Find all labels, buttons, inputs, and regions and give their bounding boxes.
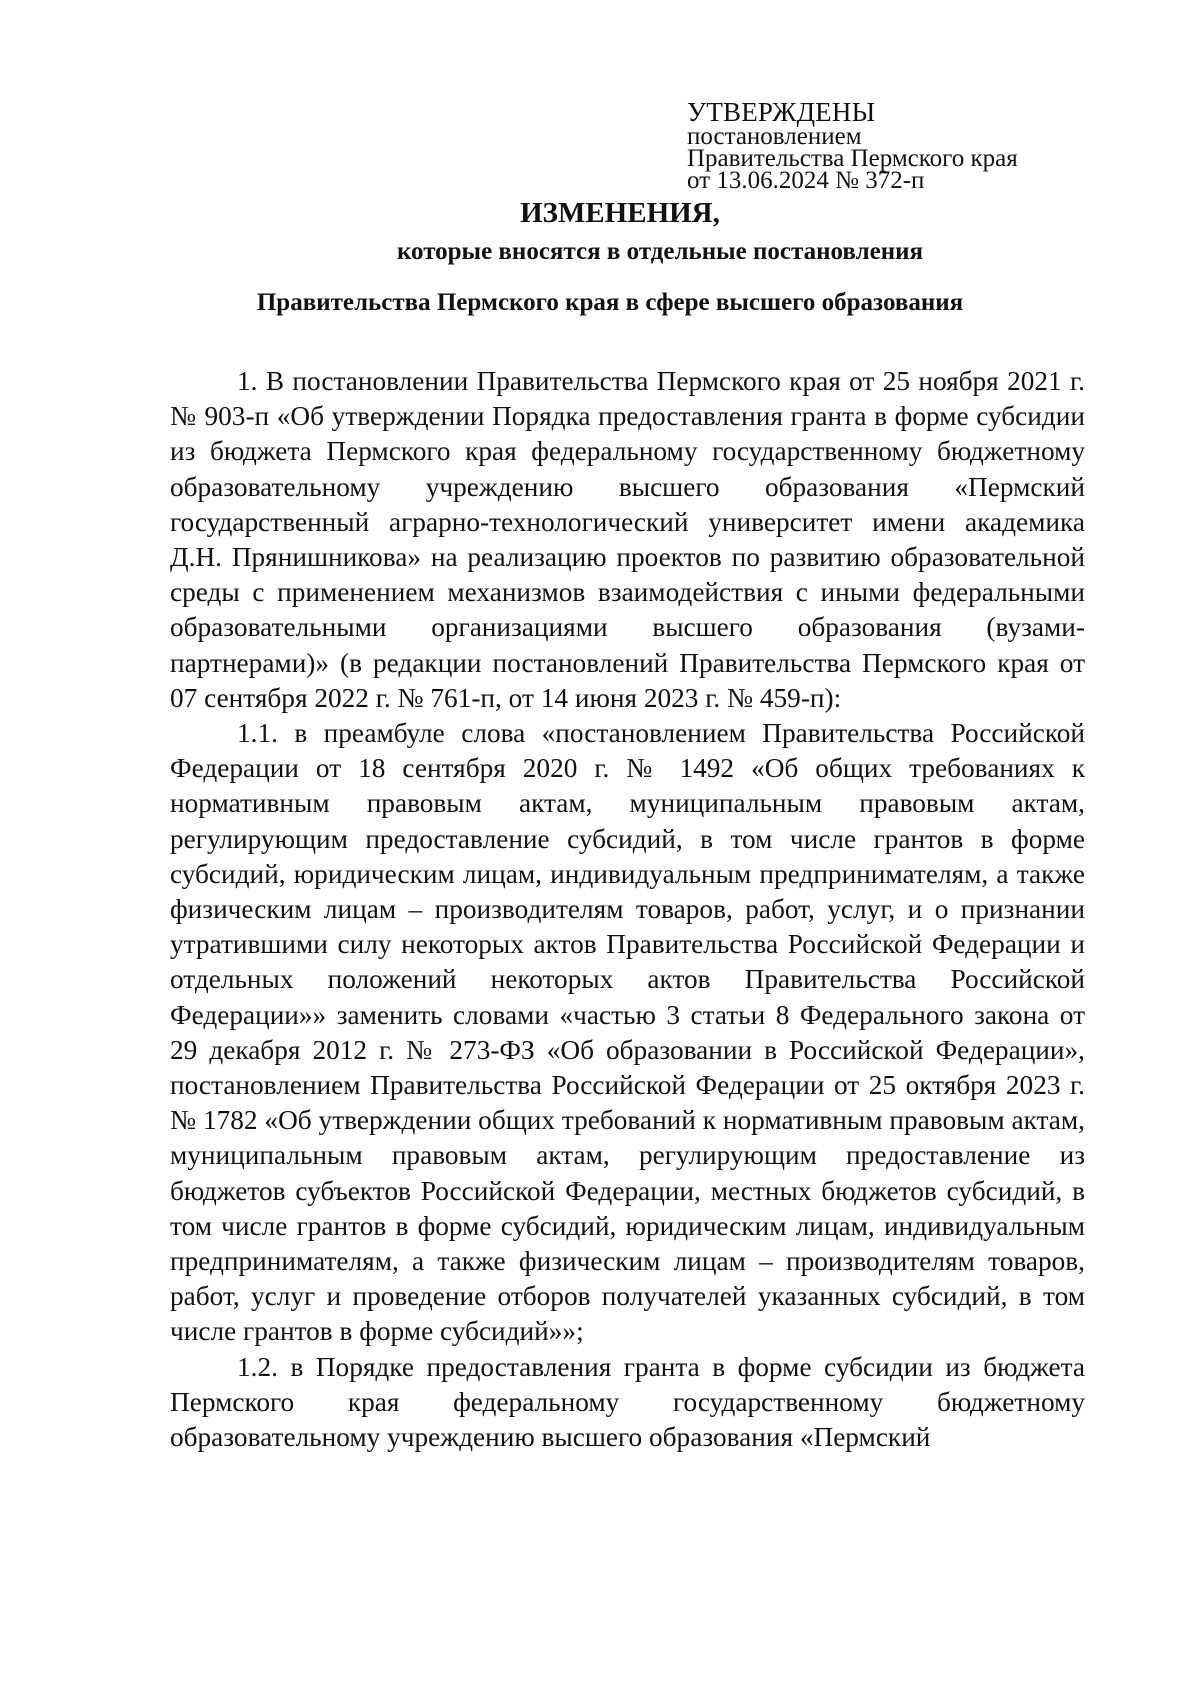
- paragraph-1-1: 1.1. в преамбуле слова «постановлением Правительства Российской Федерации от 18 сентября 2020 г. № 1492 «Об общих требованиях к нормативным правовым актам, муниципальным правовым актам, регулирующим предоставление субсидий, в том числе грантов в форме субсидий, юридическим лицам, индивидуальным предпринимателям, а также физическим лицам – производителям товаров, работ, услуг, и о признании утратившими силу некоторых актов Правительства Российской Федерации и отдельных положений некоторых актов Правительства Российской Федерации»» заменить словами «частью 3 статьи 8 Федерального закона от 29 декабря 2012 г. № 273-ФЗ «Об образовании в Российской Федерации», постановлением Правительства Российской Федерации от 25 октября 2023 г. № 1782 «Об утверждении общих требований к нормативным правовым актам, муниципальным правовым актам, регулирующим предоставление из бюджетов субъектов Российской Федерации, местных бюджетов субсидий, в том числе грантов в форме субсидий, юридическим лицам, индивидуальным предпринимателям, а также физическим лицам – производителям товаров, работ, услуг и проведение отборов получателей указанных субсидий, в том числе грантов в форме субсидий»»;: [170, 718, 1085, 1347]
- approval-line-3: от 13.06.2024 № 372-п: [687, 167, 925, 194]
- document-subtitle-line-1: которые вносятся в отдельные постановления: [396, 238, 924, 265]
- document-title: ИЗМЕНЕНИЯ,: [520, 197, 720, 229]
- approval-title: УТВЕРЖДЕНЫ: [687, 97, 876, 127]
- paragraph-1: 1. В постановлении Правительства Пермского края от 25 ноября 2021 г. № 903-п «Об утверждении Порядка предоставления гранта в форме субсидии из бюджета Пермского края федеральному государственному бюджетному образовательному учреждению высшего образования «Пермский государственный аграрно-технологический университет имени академика Д.Н. Прянишникова» на реализацию проектов по развитию образовательной среды с применением механизмов взаимодействия с иными федеральными образовательными организациями высшего образования (вузами-партнерами)» (в редакции постановлений Правительства Пермского края от 07 сентября 2022 г. № 761-п, от 14 июня 2023 г. № 459-п):: [170, 366, 1085, 713]
- paragraph-1-2: 1.2. в Порядке предоставления гранта в форме субсидии из бюджета Пермского края федеральному государственному бюджетному образовательному учреждению высшего образования «Пермский: [170, 1351, 1085, 1453]
- document-body: [170, 364, 1085, 1455]
- approval-stamp: [687, 98, 1107, 192]
- approval-line-1: постановлением: [687, 123, 862, 150]
- document-subtitle-line-2: Правительства Пермского края в сфере высшего образования: [256, 289, 964, 316]
- approval-line-2: Правительства Пермского края: [687, 145, 1018, 172]
